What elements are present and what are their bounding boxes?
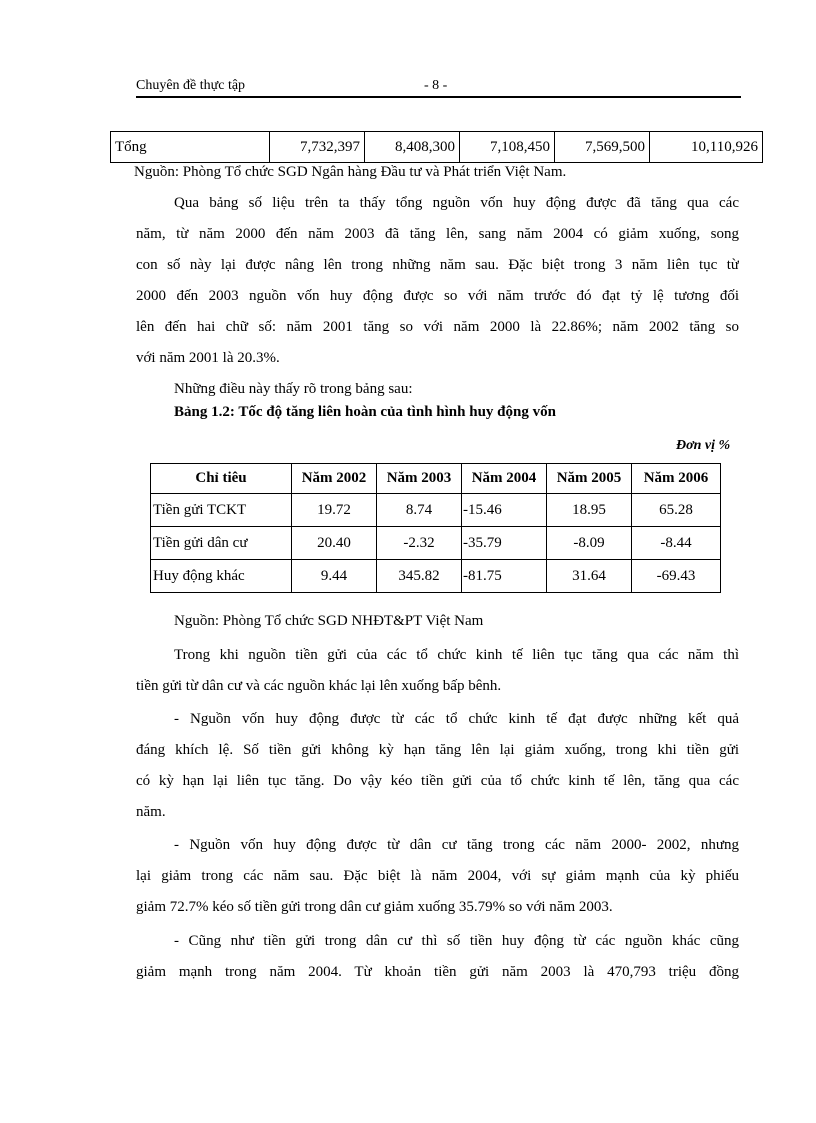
table-cell: 345.82 bbox=[377, 560, 462, 593]
table-cell: 20.40 bbox=[292, 527, 377, 560]
paragraph-4 bbox=[136, 704, 739, 828]
text-line: với năm 2001 là 20.3%. bbox=[136, 350, 280, 366]
table-header-row bbox=[151, 464, 721, 494]
page-header bbox=[136, 78, 741, 98]
text-line: con số này lại được nâng lên trong những năm sau. Đặc biệt trong 3 năm liên tục từ bbox=[136, 257, 739, 273]
text-line: lên đến hai chữ số: năm 2001 tăng so với năm 2000 là 22.86%; năm 2002 tăng so bbox=[136, 319, 739, 335]
text-line: 2000 đến 2003 nguồn vốn huy động được so với năm trước đó đạt tỷ lệ tương đối bbox=[136, 288, 739, 304]
total-table bbox=[110, 131, 763, 163]
table-row bbox=[151, 494, 721, 527]
text-line: - Cũng như tiền gửi trong dân cư thì số tiền huy động từ các nguồn khác cũng bbox=[174, 933, 739, 949]
text-line: giảm mạnh trong năm 2004. Từ khoản tiền gửi năm 2003 là 470,793 triệu đồng bbox=[136, 964, 739, 980]
total-cell: 7,569,500 bbox=[555, 132, 650, 163]
table-row bbox=[111, 132, 763, 163]
row-label: Tiền gửi TCKT bbox=[151, 494, 292, 527]
text-line: giảm 72.7% kéo số tiền gửi trong dân cư giảm xuống 35.79% so với năm 2003. bbox=[136, 899, 613, 915]
table-cell: 8.74 bbox=[377, 494, 462, 527]
total-cell: 10,110,926 bbox=[650, 132, 763, 163]
paragraph-6 bbox=[136, 926, 739, 988]
text-line: tiền gửi từ dân cư và các nguồn khác lại lên xuống bấp bênh. bbox=[136, 678, 502, 694]
document-title: Chuyên đề thực tập bbox=[136, 78, 246, 93]
table-cell: 19.72 bbox=[292, 494, 377, 527]
paragraph-5 bbox=[136, 830, 739, 923]
table-cell: -8.09 bbox=[547, 527, 632, 560]
column-header: Năm 2003 bbox=[377, 464, 462, 494]
table-cell: -35.79 bbox=[462, 527, 547, 560]
text-line: - Nguồn vốn huy động được từ các tổ chức kinh tế đạt được những kết quả bbox=[174, 711, 739, 727]
table-cell: 18.95 bbox=[547, 494, 632, 527]
text-line: - Nguồn vốn huy động được từ dân cư tăng trong các năm 2000- 2002, nhưng bbox=[174, 837, 739, 853]
page-number: - 8 - bbox=[424, 78, 448, 93]
table-cell: -81.75 bbox=[462, 560, 547, 593]
column-header: Năm 2004 bbox=[462, 464, 547, 494]
text-line: Trong khi nguồn tiền gửi của các tổ chức kinh tế liên tục tăng qua các năm thì bbox=[174, 647, 739, 663]
table-cell: 9.44 bbox=[292, 560, 377, 593]
total-cell: 7,108,450 bbox=[460, 132, 555, 163]
text-line: lại giảm trong các năm sau. Đặc biệt là năm 2004, với sự giảm mạnh của kỳ phiếu bbox=[136, 868, 739, 884]
source-note: Nguồn: Phòng Tổ chức SGD Ngân hàng Đầu tư và Phát triển Việt Nam. bbox=[134, 164, 567, 180]
text-line: năm, từ năm 2000 đến năm 2003 đã tăng lên, sang năm 2004 có giảm xuống, song bbox=[136, 226, 739, 242]
total-label: Tổng bbox=[111, 132, 270, 163]
unit-label: Đơn vị % bbox=[676, 438, 731, 453]
text-line: có kỳ hạn lại liên tục tăng. Do vậy kéo tiền gửi của tổ chức kinh tế lên, tăng qua các bbox=[136, 773, 739, 789]
table-row bbox=[151, 527, 721, 560]
column-header: Năm 2005 bbox=[547, 464, 632, 494]
table-cell: -15.46 bbox=[462, 494, 547, 527]
column-header: Năm 2006 bbox=[632, 464, 721, 494]
text-line: Qua bảng số liệu trên ta thấy tổng nguồn vốn huy động được đã tăng qua các bbox=[174, 195, 739, 211]
paragraph-2: Những điều này thấy rõ trong bảng sau: bbox=[174, 381, 413, 397]
text-line: năm. bbox=[136, 804, 166, 820]
text-line: đáng khích lệ. Số tiền gửi không kỳ hạn tăng lên lại giảm xuống, trong khi tiền gửi bbox=[136, 742, 739, 758]
table-title: Bảng 1.2: Tốc độ tăng liên hoàn của tình hình huy động vốn bbox=[174, 404, 556, 420]
column-header: Chỉ tiêu bbox=[151, 464, 292, 494]
paragraph-3 bbox=[136, 640, 739, 702]
growth-rate-table bbox=[150, 463, 721, 593]
paragraph-1 bbox=[136, 188, 739, 405]
table-cell: 65.28 bbox=[632, 494, 721, 527]
table-cell: -2.32 bbox=[377, 527, 462, 560]
table-cell: -69.43 bbox=[632, 560, 721, 593]
row-label: Tiền gửi dân cư bbox=[151, 527, 292, 560]
total-cell: 7,732,397 bbox=[270, 132, 365, 163]
total-cell: 8,408,300 bbox=[365, 132, 460, 163]
table-cell: 31.64 bbox=[547, 560, 632, 593]
table-row bbox=[151, 560, 721, 593]
row-label: Huy động khác bbox=[151, 560, 292, 593]
source-note-2: Nguồn: Phòng Tổ chức SGD NHĐT&PT Việt Nam bbox=[174, 613, 484, 629]
table-cell: -8.44 bbox=[632, 527, 721, 560]
column-header: Năm 2002 bbox=[292, 464, 377, 494]
